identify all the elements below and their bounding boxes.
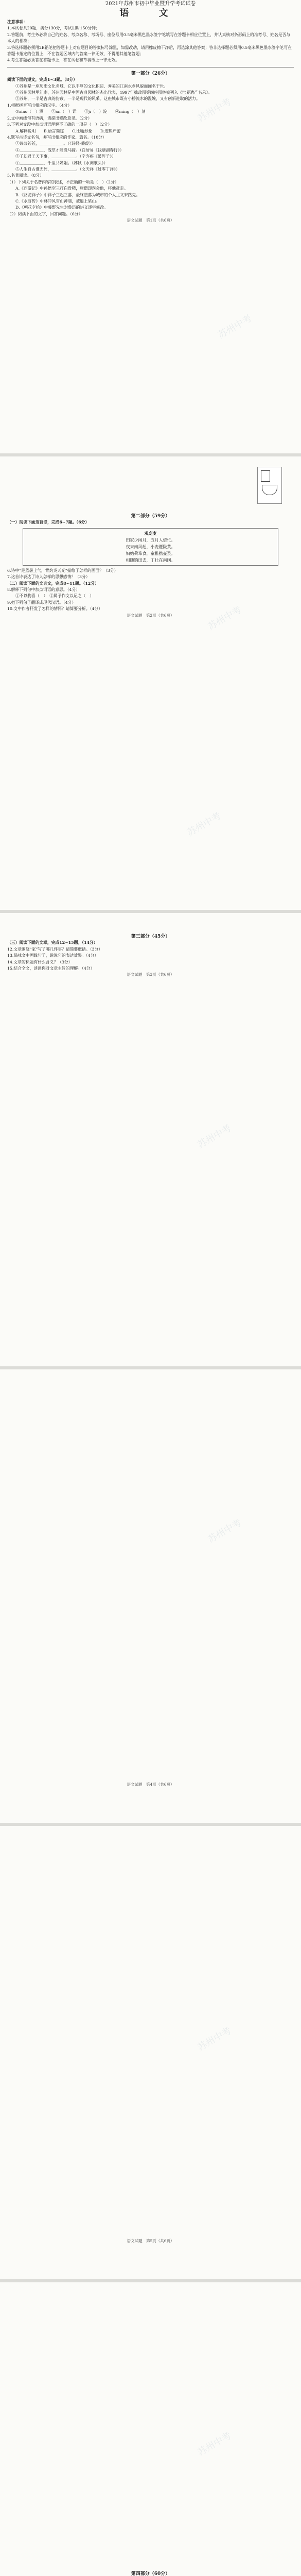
option-line: D.《朝花夕拾》中藤野先生对鲁迅的讲义逐字修改。: [15, 205, 108, 210]
passage-line: ③苏州，一半是古典的韵致，一半是现代的风采。这座城市既有小桥流水的温婉，又有创新进取的活力。: [15, 96, 200, 101]
question-text: 14.文章的标题有什么含义？（3分）: [7, 959, 73, 964]
bowl-drawing: [262, 485, 277, 495]
page-label: 语文试题 第3页（共6页）: [127, 972, 174, 977]
watermark: 苏州中考: [185, 810, 223, 839]
question-text: 12.文章围绕“家”写了哪几件事？请简要概括。（3分）: [7, 946, 103, 952]
notice-line: 4.考生答题必须答在答题卡上，答在试卷和草稿纸上一律无效。: [7, 58, 119, 63]
passage-line: ①苏州是一座历史文化名城，它以丰厚的文化积淀、秀美的江南水乡风貌而闻名于世。: [15, 83, 168, 89]
notice-line: 2.答题前，考生务必将自己的姓名、考点名称、考场号、座位号用0.5毫米黑色墨水签字笔填写在答题卡相应位置上，并认真核对条形码上的准考号、姓名是否与本人的相符；: [7, 32, 291, 44]
exam-page-1: [0, 0, 301, 453]
page-3-column: [7, 934, 294, 978]
question-text: 8.解释下列句中加点词语的意思。（4分）: [7, 587, 80, 592]
question-text: ①xiāo（ ）洒 ②ān（ ）详 ③jī（ ）淀 ④míng（ ）刻: [15, 109, 146, 114]
exam-page-3: [0, 913, 301, 1366]
watermark: 苏州中考: [196, 2025, 234, 2054]
poem-line: 田家少闲月，五月人倍忙。: [126, 537, 175, 543]
poem-line: 妇姑荷箪食，童稚携壶浆。: [126, 551, 175, 556]
question-text: （二）阅读下面的文言文，完成8~11题。（12分）: [7, 581, 99, 586]
watermark: 苏州中考: [196, 1123, 234, 1151]
question-text: 15.结合全文，谈谈你对文章主旨的理解。（4分）: [7, 966, 95, 971]
part-1-title: 第一部分（26分）: [131, 71, 170, 76]
question-text: 6.诗中“足蒸暑土气，背灼炎天光”描绘了怎样的画面？（3分）: [7, 568, 118, 573]
option-line: A.解释说明 B.语言简练 C.比喻形象 D.逻辑严密: [15, 128, 121, 133]
poem-line: 夜来南风起，小麦覆陇黄。: [126, 544, 175, 549]
watermark: 苏州中考: [216, 313, 254, 341]
page-5-column: [7, 2238, 294, 2244]
subject-title: 语 文: [119, 8, 182, 19]
page-6-column: [7, 2571, 294, 2576]
question-text: （2）阅读下面的文字，回答问题。（6分）: [7, 211, 83, 216]
watermark: 苏州中考: [196, 2430, 234, 2459]
illustration-image: [257, 467, 282, 504]
question-text: 10.文中作者抒发了怎样的情怀？请简要分析。（4分）: [7, 606, 102, 612]
question-text: 2.文中画线句有语病，请提出修改意见。（2分）: [7, 115, 92, 121]
recite-line: ④＿＿＿＿＿＿，千里共婵娟。（苏轼《水调歌头》）: [15, 160, 108, 165]
question-text: 7.这首诗表达了诗人怎样的思想感情？（3分）: [7, 574, 90, 580]
exam-page-2: [0, 456, 301, 910]
question-text: 1.根据拼音写出相应的汉字。（4分）: [7, 103, 72, 108]
option-line: C.《水浒传》中林冲风雪山神庙，被逼上梁山。: [15, 198, 100, 204]
question-text: ①不以物喜（ ） ②属予作文以记之（ ）: [15, 594, 94, 599]
question-text: 13.品味文中画线句子，说说它的表达效果。（4分）: [7, 953, 99, 958]
watermark: 苏州中考: [206, 1517, 244, 1546]
exam-page-5: [0, 1826, 301, 2279]
question-text: 9.把下列句子翻译成现代汉语。（4分）: [7, 600, 76, 605]
question-text: （三）阅读下面的文章，完成12~15题。（14分）: [7, 940, 98, 945]
notice-line: 1.本试卷共20题，满分130分，考试用时150分钟；: [7, 26, 100, 31]
recite-line: ③了却君王天下事，＿＿＿＿＿＿。（辛弃疾《破阵子》）: [15, 154, 116, 159]
recite-line: ①蒹葭苍苍，＿＿＿＿＿＿。（《诗经·蒹葭》）: [15, 141, 95, 146]
page-label: 语文试题 第5页（共6页）: [127, 2239, 174, 2243]
exam-page-4: [0, 1369, 301, 1823]
exam-title: 2021年苏州市初中毕业暨升学考试试卷: [105, 1, 196, 7]
poem-title: 观刈麦: [144, 530, 157, 536]
option-line: A.《西游记》中孙悟空三打白骨精，唐僧却误会他，将他赶走。: [15, 186, 128, 191]
watermark: 苏州中考: [206, 604, 244, 633]
question-text: 3.下列对文段中加点词语理解不正确的一项是（ ）（2分）: [7, 122, 112, 127]
recite-line: ⑤人生自古谁无死，＿＿＿＿＿＿。（文天祥《过零丁洋》）: [15, 166, 120, 172]
page-label: 语文试题 第1页（共6页）: [127, 218, 174, 223]
poem-box: [23, 528, 278, 566]
recite-line: ②＿＿＿＿＿＿，浅草才能没马蹄。（白居易《钱塘湖春行》）: [15, 147, 124, 152]
question-text: （一）阅读下面这首诗，完成6~7题。（6分）: [7, 520, 90, 525]
page-label: 语文试题 第4页（共6页）: [127, 1782, 174, 1787]
passage-line: ②苏州园林甲江南，苏州园林是中国古典园林的杰出代表，1997年拙政园等四座园林被列入《世界遗产名录》。: [15, 90, 213, 95]
poem-line: 相随饷田去，丁壮在南冈。: [126, 557, 175, 563]
part-3-title: 第三部分（45分）: [131, 934, 170, 939]
question-text: 4.默写古诗文名句，并写出相应的作家、篇名。（10分）: [7, 134, 107, 140]
option-line: B.《骆驼祥子》中祥子三起三落，最终堕落为城市的个人主义末路鬼。: [15, 192, 140, 197]
part-4-title: 第四部分（60分）: [131, 2571, 170, 2576]
notice-line: 3.答选择题必须用2B铅笔把答题卡上对应题目的答案标号涂黑，如需改动，请用橡皮擦干净后，再选涂其他答案；答非选择题必须用0.5毫米黑色墨水签字笔写在答题卡指定的位置上，不在答题区域内的答案一律无效，不得用其他笔答题；: [7, 45, 292, 57]
page-4-column: [7, 1782, 294, 1788]
question-text: 阅读下面的短文，完成1~3题。（8分）: [7, 77, 77, 82]
cup-drawing: [261, 470, 270, 482]
page-2-column: [7, 513, 294, 619]
question-text: 5.名著阅读。（8分）: [7, 173, 44, 178]
page-label: 语文试题 第2页（共6页）: [127, 613, 174, 618]
page-1-column: [7, 0, 294, 224]
watermark: 苏州中考: [196, 96, 234, 125]
exam-page-6: [0, 2282, 301, 2576]
notices-heading: 注意事项：: [7, 20, 27, 24]
part-2-title: 第二部分（59分）: [131, 514, 170, 519]
question-text: （1）下列关于名著内容的表述，不正确的一项是（ ）（2分）: [7, 179, 119, 184]
